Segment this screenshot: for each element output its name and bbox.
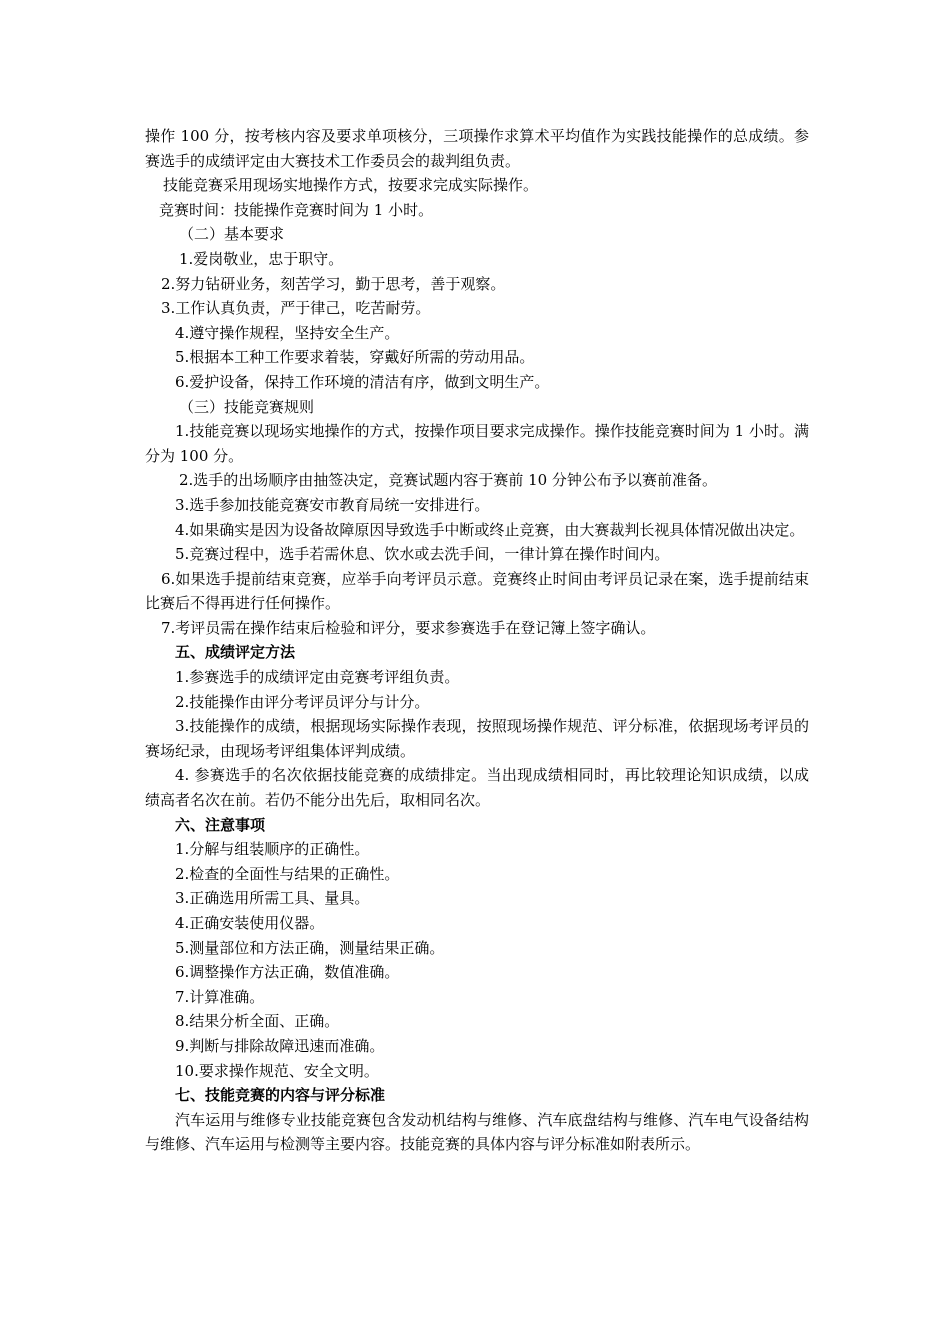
list-item: 2.选手的出场顺序由抽签决定，竞赛试题内容于赛前 10 分钟公布予以赛前准备。: [179, 471, 717, 490]
list-item: 1.技能竞赛以现场实地操作的方式，按操作项目要求完成操作。操作技能竞赛时间为 1 小时。满分为 100 分。: [145, 422, 809, 465]
list-item: 7.计算准确。: [175, 987, 265, 1006]
paragraph: 操作 100 分，按考核内容及要求单项核分，三项操作求算术平均值作为实践技能操作的总成绩。参赛选手的成绩评定由大赛技术工作委员会的裁判组负责。: [145, 127, 809, 170]
list-item: 3.技能操作的成绩，根据现场实际操作表现，按照现场操作规范、评分标准，依据现场考评员的赛场纪录，由现场考评组集体评判成绩。: [145, 717, 809, 760]
list-item: 7.考评员需在操作结束后检验和评分，要求参赛选手在登记簿上签字确认。: [161, 618, 656, 637]
list-item: 4.如果确实是因为设备故障原因导致选手中断或终止竞赛，由大赛裁判长视具体情况做出决定。: [175, 520, 805, 539]
section-heading: 六、注意事项: [175, 815, 266, 834]
list-item: 6.调整操作方法正确，数值准确。: [175, 963, 400, 982]
section-heading: （二）基本要求: [179, 225, 285, 244]
list-item: 4. 参赛选手的名次依据技能竞赛的成绩排定。当出现成绩相同时，再比较理论知识成绩，以成绩高者名次在前。若仍不能分出先后，取相同名次。: [145, 766, 809, 810]
list-item: 6.如果选手提前结束竞赛，应举手向考评员示意。竞赛终止时间由考评员记录在案，选手提前结束比赛后不得再进行任何操作。: [145, 569, 809, 613]
section-heading: （三）技能竞赛规则: [179, 397, 315, 416]
paragraph: 技能竞赛采用现场实地操作方式，按要求完成实际操作。: [163, 176, 539, 195]
list-item: 6.爱护设备，保持工作环境的清洁有序，做到文明生产。: [175, 372, 550, 391]
section-heading: 五、成绩评定方法: [175, 643, 296, 662]
list-item: 1.爱岗敬业，忠于职守。: [179, 249, 344, 268]
list-item: 5.竞赛过程中，选手若需休息、饮水或去洗手间，一律计算在操作时间内。: [175, 545, 670, 564]
list-item: 2.技能操作由评分考评员评分与计分。: [175, 692, 430, 711]
list-item: 5.测量部位和方法正确，测量结果正确。: [175, 938, 445, 957]
list-item: 3.工作认真负责，严于律己，吃苦耐劳。: [161, 299, 431, 318]
list-item: 10.要求操作规范、安全文明。: [175, 1061, 379, 1080]
list-item: 5.根据本工种工作要求着装，穿戴好所需的劳动用品。: [175, 348, 535, 367]
list-item: 1.分解与组装顺序的正确性。: [175, 840, 370, 859]
list-item: 3.选手参加技能竞赛安市教育局统一安排进行。: [175, 495, 490, 514]
document-body: [145, 124, 809, 1157]
paragraph: 汽车运用与维修专业技能竞赛包含发动机结构与维修、汽车底盘结构与维修、汽车电气设备结构与维修、汽车运用与检测等主要内容。技能竞赛的具体内容与评分标准如附表所示。: [145, 1110, 809, 1154]
list-item: 9.判断与排除故障迅速而准确。: [175, 1036, 385, 1055]
list-item: 1.参赛选手的成绩评定由竞赛考评组负责。: [175, 668, 460, 687]
list-item: 4.正确安装使用仪器。: [175, 914, 325, 932]
paragraph: 竞赛时间：技能操作竞赛时间为 1 小时。: [159, 200, 434, 219]
list-item: 2.努力钻研业务，刻苦学习，勤于思考，善于观察。: [161, 274, 506, 293]
list-item: 8.结果分析全面、正确。: [175, 1012, 340, 1031]
list-item: 4.遵守操作规程，坚持安全生产。: [175, 323, 400, 342]
section-heading: 七、技能竞赛的内容与评分标准: [175, 1086, 386, 1105]
list-item: 2.检查的全面性与结果的正确性。: [175, 864, 400, 883]
list-item: 3.正确选用所需工具、量具。: [175, 889, 370, 908]
